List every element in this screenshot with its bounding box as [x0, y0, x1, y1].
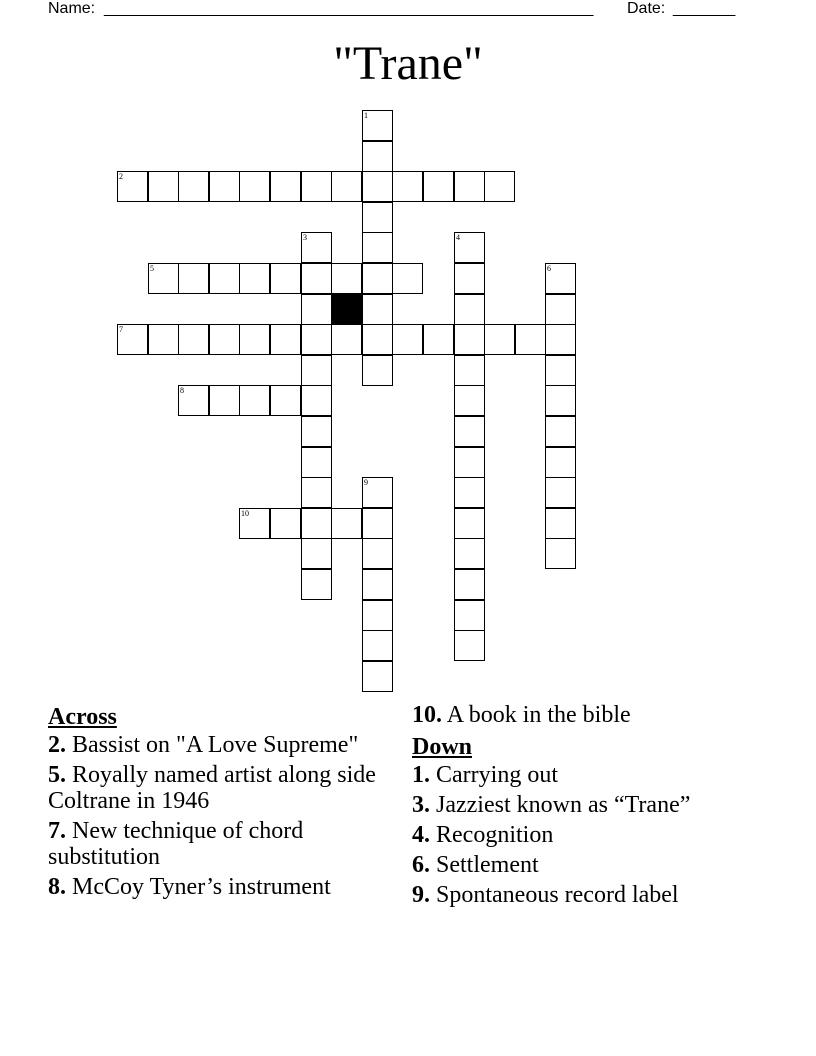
grid-cell[interactable] [545, 416, 576, 447]
grid-cell[interactable] [362, 569, 393, 600]
cell-number: 6 [547, 264, 551, 273]
grid-cell[interactable] [454, 294, 485, 325]
clue-number: 3. [412, 792, 430, 818]
grid-cell[interactable] [454, 569, 485, 600]
cell-number: 1 [364, 111, 368, 120]
grid-cell[interactable] [362, 294, 393, 325]
grid-cell[interactable] [178, 263, 209, 294]
clue-text: Royally named artist along side Coltrane in 1946 [48, 762, 376, 814]
grid-cell[interactable] [484, 324, 515, 355]
clue-number: 4. [412, 822, 430, 848]
grid-cell[interactable] [117, 171, 148, 202]
clues-column-right [412, 702, 772, 912]
grid-cell[interactable] [148, 324, 179, 355]
grid-cell[interactable] [301, 385, 332, 416]
grid-cell[interactable] [301, 355, 332, 386]
grid-cell[interactable] [454, 508, 485, 539]
grid-cell[interactable] [454, 630, 485, 661]
cell-number: 9 [364, 478, 368, 487]
grid-cell[interactable] [545, 447, 576, 478]
grid-cell[interactable] [392, 171, 423, 202]
grid-cell[interactable] [301, 508, 332, 539]
grid-cell[interactable] [454, 171, 485, 202]
clues-column-left [48, 702, 378, 904]
cell-number: 10 [241, 509, 249, 518]
grid-cell[interactable] [545, 355, 576, 386]
grid-cell[interactable] [178, 171, 209, 202]
grid-cell[interactable] [454, 324, 485, 355]
clue-text: McCoy Tyner’s instrument [72, 874, 331, 900]
grid-cell[interactable] [454, 600, 485, 631]
date-blank-line[interactable]: _______ [673, 0, 736, 17]
grid-cell[interactable] [362, 477, 393, 508]
cell-number: 5 [150, 264, 154, 273]
grid-cell[interactable] [270, 263, 301, 294]
grid-cell[interactable] [331, 171, 362, 202]
grid-cell[interactable] [301, 538, 332, 569]
grid-cell[interactable] [209, 385, 240, 416]
grid-cell[interactable] [545, 508, 576, 539]
grid-cell[interactable] [239, 508, 270, 539]
grid-cell[interactable] [454, 538, 485, 569]
grid-cell[interactable] [301, 324, 332, 355]
clue-number: 10. [412, 702, 442, 728]
clue-across-10 [412, 702, 772, 728]
grid-cell[interactable] [362, 141, 393, 172]
grid-cell[interactable] [454, 447, 485, 478]
grid-cell[interactable] [301, 416, 332, 447]
grid-cell[interactable] [362, 171, 393, 202]
grid-cell[interactable] [301, 232, 332, 263]
clue-text: Carrying out [436, 762, 558, 788]
grid-cell[interactable] [301, 263, 332, 294]
clue-number: 8. [48, 874, 66, 900]
clue-text: New technique of chord substitution [48, 818, 304, 870]
grid-cell[interactable] [178, 324, 209, 355]
clue-text: Spontaneous record label [436, 882, 679, 908]
cell-number: 2 [119, 172, 123, 181]
clue-text: A book in the bible [446, 702, 631, 728]
grid-cell[interactable] [301, 171, 332, 202]
clue-number: 5. [48, 762, 66, 788]
grid-cell[interactable] [270, 385, 301, 416]
clue-text: Bassist on "A Love Supreme" [72, 732, 359, 758]
grid-cell[interactable] [362, 324, 393, 355]
clue-text: Recognition [436, 822, 554, 848]
grid-cell[interactable] [239, 385, 270, 416]
grid-cell[interactable] [362, 538, 393, 569]
grid-cell[interactable] [362, 355, 393, 386]
name-label: Name: [48, 0, 96, 17]
grid-cell[interactable] [362, 600, 393, 631]
grid-cell[interactable] [178, 385, 209, 416]
grid-cell[interactable] [484, 171, 515, 202]
grid-cell[interactable] [545, 294, 576, 325]
grid-cell[interactable] [545, 477, 576, 508]
grid-cell[interactable] [301, 569, 332, 600]
grid-cell[interactable] [239, 324, 270, 355]
grid-cell[interactable] [545, 538, 576, 569]
clue-down-9 [412, 882, 772, 908]
grid-cell[interactable] [239, 263, 270, 294]
grid-cell[interactable] [301, 447, 332, 478]
clue-text: Settlement [436, 852, 539, 878]
name-blank-line[interactable]: _______________________________________________________ [104, 0, 594, 17]
grid-cell[interactable] [331, 508, 362, 539]
grid-cell[interactable] [454, 263, 485, 294]
clue-number: 9. [412, 882, 430, 908]
puzzle-title: "Trane" [333, 37, 483, 90]
grid-cell[interactable] [362, 202, 393, 233]
grid-cell[interactable] [454, 355, 485, 386]
clue-across-2 [48, 732, 378, 758]
grid-cell[interactable] [209, 263, 240, 294]
cell-number: 4 [456, 233, 460, 242]
date-label: Date: [627, 0, 666, 17]
grid-cell[interactable] [392, 263, 423, 294]
grid-cell[interactable] [545, 324, 576, 355]
grid-cell[interactable] [117, 324, 148, 355]
grid-cell[interactable] [423, 324, 454, 355]
grid-cell[interactable] [392, 324, 423, 355]
grid-cell[interactable] [270, 508, 301, 539]
cell-number: 7 [119, 325, 123, 334]
clue-down-1 [412, 762, 772, 788]
grid-cell[interactable] [515, 324, 546, 355]
grid-cell[interactable] [362, 630, 393, 661]
grid-cell[interactable] [362, 263, 393, 294]
grid-cell[interactable] [362, 661, 393, 692]
grid-cell[interactable] [148, 263, 179, 294]
grid-cell[interactable] [209, 324, 240, 355]
grid-cell[interactable] [209, 171, 240, 202]
clue-number: 6. [412, 852, 430, 878]
black-square [331, 294, 362, 325]
cell-number: 3 [303, 233, 307, 242]
grid-cell[interactable] [454, 385, 485, 416]
clue-across-8 [48, 874, 378, 900]
clue-down-4 [412, 822, 772, 848]
grid-cell[interactable] [362, 110, 393, 141]
clue-across-7 [48, 818, 378, 870]
down-heading: Down [412, 734, 473, 760]
grid-cell[interactable] [454, 232, 485, 263]
clue-down-6 [412, 852, 772, 878]
grid-cell[interactable] [270, 324, 301, 355]
grid-cell[interactable] [362, 508, 393, 539]
across-heading: Across [48, 704, 117, 730]
grid-cell[interactable] [331, 263, 362, 294]
grid-cell[interactable] [270, 171, 301, 202]
grid-cell[interactable] [148, 171, 179, 202]
clue-number: 1. [412, 762, 430, 788]
grid-cell[interactable] [301, 477, 332, 508]
clue-number: 2. [48, 732, 66, 758]
clue-down-3 [412, 792, 772, 818]
grid-cell[interactable] [331, 324, 362, 355]
grid-cell[interactable] [362, 232, 393, 263]
grid-cell[interactable] [239, 171, 270, 202]
grid-cell[interactable] [301, 294, 332, 325]
clue-text: Jazziest known as “Trane” [436, 792, 691, 818]
grid-cell[interactable] [423, 171, 454, 202]
cell-number: 8 [180, 386, 184, 395]
clue-number: 7. [48, 818, 66, 844]
grid-cell[interactable] [454, 416, 485, 447]
grid-cell[interactable] [545, 263, 576, 294]
clue-across-5 [48, 762, 378, 814]
grid-cell[interactable] [545, 385, 576, 416]
grid-cell[interactable] [454, 477, 485, 508]
